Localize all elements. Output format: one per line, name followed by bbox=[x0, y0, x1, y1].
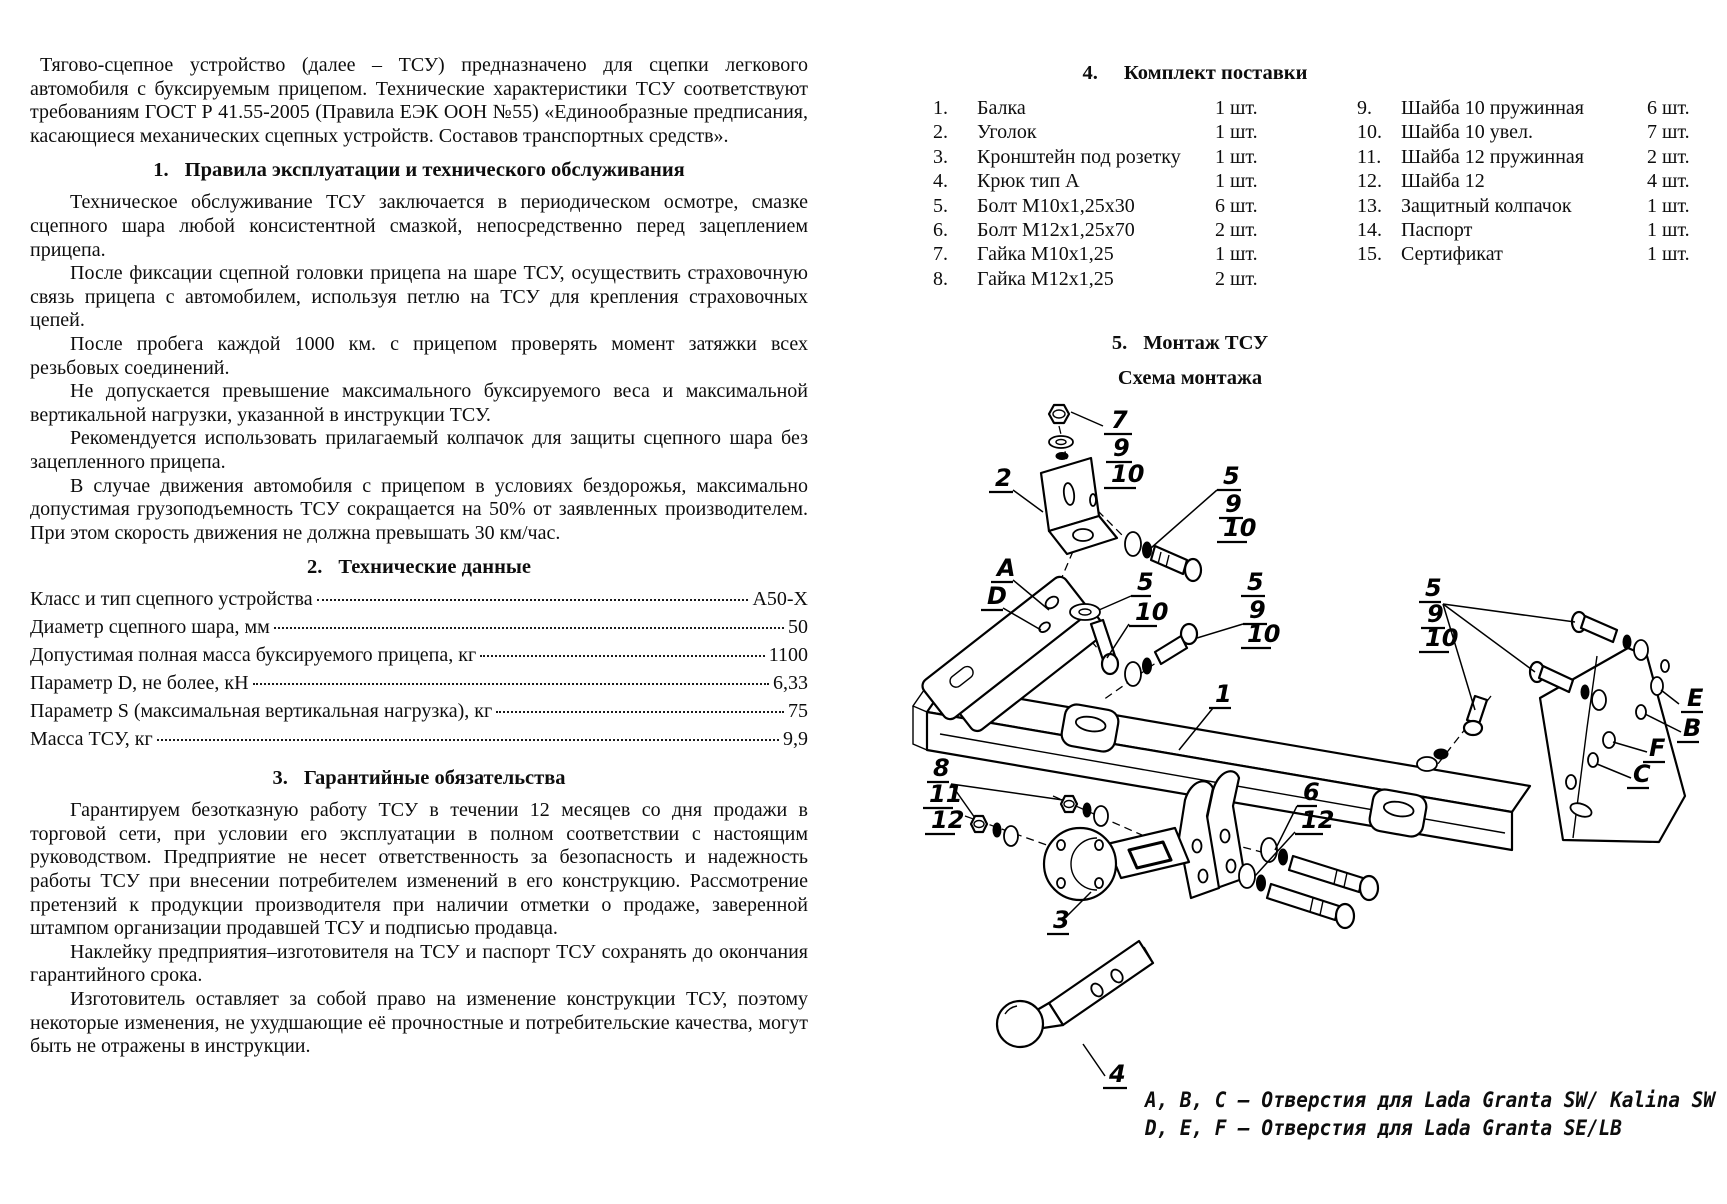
tech-value: 75 bbox=[788, 700, 808, 723]
part-name: Балка bbox=[977, 97, 1026, 119]
diagram-legend bbox=[1145, 1086, 1715, 1142]
bolt-washer-group bbox=[1417, 696, 1487, 771]
section1-title: Правила эксплуатации и технического обслуживания bbox=[184, 159, 685, 182]
chain-loop bbox=[1368, 788, 1428, 839]
callout-12: 12 bbox=[1301, 806, 1335, 834]
part-qty: 6 шт. bbox=[1647, 97, 1690, 119]
parts-list-item bbox=[1357, 96, 1719, 120]
callout-part-4: 4 bbox=[1109, 1060, 1126, 1088]
part-number: 2. bbox=[933, 121, 948, 144]
tech-value: А50-Х bbox=[752, 588, 808, 611]
part-number: 8. bbox=[933, 267, 948, 290]
part-name: Болт М12х1,25х70 bbox=[977, 219, 1135, 242]
callout-9: 9 bbox=[1249, 596, 1266, 624]
part-number: 6. bbox=[933, 219, 948, 242]
section1-heading bbox=[30, 159, 808, 182]
section3-number: 3. bbox=[272, 767, 288, 790]
part-number: 14. bbox=[1357, 219, 1382, 242]
dot-leader bbox=[317, 599, 749, 601]
callout-part-2: 2 bbox=[995, 464, 1012, 492]
callout-10: 10 bbox=[1135, 598, 1169, 626]
part-name: Шайба 12 пружинная bbox=[1401, 145, 1584, 168]
part-name: Паспорт bbox=[1401, 219, 1473, 242]
tech-label: Параметр D, не более, кН bbox=[30, 672, 249, 695]
dot-leader bbox=[496, 711, 784, 713]
parts-list-item bbox=[933, 120, 1287, 144]
tech-label: Класс и тип сцепного устройства bbox=[30, 588, 313, 611]
callout-hole-C: C bbox=[1633, 760, 1651, 788]
part-name: Сертификат bbox=[1401, 243, 1503, 266]
dot-leader bbox=[157, 739, 779, 741]
tech-label: Параметр S (максимальная вертикальная нагрузка), кг bbox=[30, 700, 493, 723]
callout-9: 9 bbox=[1113, 434, 1130, 462]
paragraph: После фиксации сцепной головки прицепа на шаре ТСУ, осуществить страховочную связь прицепа с автомобилем, используя петлю на ТСУ для крепления страховочных цепей. bbox=[30, 262, 808, 332]
tech-row bbox=[30, 588, 808, 616]
parts-list-left bbox=[933, 96, 1287, 291]
dot-leader bbox=[480, 655, 765, 657]
bolt-washer-group bbox=[1125, 624, 1197, 686]
part-name: Уголок bbox=[977, 121, 1037, 144]
callout-hole-D: D bbox=[987, 582, 1007, 610]
callout-10: 10 bbox=[1223, 514, 1257, 542]
tech-row bbox=[30, 700, 808, 728]
section4-title: Комплект поставки bbox=[1123, 62, 1308, 84]
v-bracket-part bbox=[1179, 771, 1245, 898]
part-number: 11. bbox=[1357, 145, 1382, 168]
part-number: 5. bbox=[933, 194, 948, 217]
tech-row bbox=[30, 644, 808, 672]
dot-leader bbox=[253, 683, 769, 685]
parts-list-item bbox=[1357, 194, 1719, 218]
section2-heading bbox=[30, 556, 808, 579]
left-column bbox=[30, 54, 808, 1059]
callout-11: 11 bbox=[929, 780, 963, 808]
section3-title: Гарантийные обязательства bbox=[303, 767, 566, 790]
ball-hook-part bbox=[997, 941, 1153, 1047]
callout-5: 5 bbox=[1137, 568, 1154, 596]
part-name: Гайка М10х1,25 bbox=[977, 243, 1114, 266]
callout-hole-B: B bbox=[1683, 714, 1702, 742]
callout-10: 10 bbox=[1247, 620, 1281, 648]
callout-7: 7 bbox=[1111, 406, 1128, 434]
part-name: Шайба 10 пружинная bbox=[1401, 97, 1584, 119]
tech-value: 9,9 bbox=[783, 728, 808, 751]
part-name: Шайба 12 bbox=[1401, 170, 1485, 193]
part-qty: 4 шт. bbox=[1647, 170, 1690, 193]
callout-6: 6 bbox=[1303, 778, 1320, 806]
part-qty: 1 шт. bbox=[1215, 121, 1258, 144]
part-qty: 1 шт. bbox=[1215, 170, 1258, 193]
part-name: Кронштейн под розетку bbox=[977, 145, 1181, 168]
part-number: 4. bbox=[933, 170, 948, 193]
callout-10: 10 bbox=[1425, 624, 1459, 652]
callout-part-1: 1 bbox=[1215, 680, 1232, 708]
part-qty: 2 шт. bbox=[1647, 145, 1690, 168]
callout-hole-F: F bbox=[1649, 734, 1666, 762]
part-name: Гайка М12х1,25 bbox=[977, 267, 1114, 290]
angle-bracket-part bbox=[1041, 458, 1117, 554]
callout-5: 5 bbox=[1223, 462, 1240, 490]
tech-row bbox=[30, 672, 808, 700]
parts-list-item bbox=[1357, 169, 1719, 193]
paragraph: Рекомендуется использовать прилагаемый колпачок для защиты сцепного шара без зацепленного прицепа. bbox=[30, 427, 808, 473]
tech-value: 50 bbox=[788, 616, 808, 639]
right-column bbox=[845, 56, 1725, 1196]
part-name: Защитный колпачок bbox=[1401, 194, 1572, 217]
parts-list-item bbox=[1357, 242, 1719, 266]
section5-number: 5. bbox=[1111, 332, 1128, 354]
part-qty: 1 шт. bbox=[1647, 194, 1690, 217]
tech-row bbox=[30, 616, 808, 644]
paragraph: Техническое обслуживание ТСУ заключается в периодическом осмотре, смазке сцепного шара любой консистентной смазкой, непосредственно перед зацеплением прицепа. bbox=[30, 191, 808, 261]
tech-label: Масса ТСУ, кг bbox=[30, 728, 153, 751]
bolt-washer-group bbox=[1572, 612, 1648, 660]
section3-heading bbox=[30, 767, 808, 790]
paragraph: Не допускается превышение максимального буксируемого веса и максимальной вертикальной нагрузки, указанной в инструкции ТСУ. bbox=[30, 380, 808, 426]
part-qty: 1 шт. bbox=[1215, 145, 1258, 168]
parts-list-item bbox=[933, 194, 1287, 218]
callout-5: 5 bbox=[1247, 568, 1264, 596]
parts-list-item bbox=[933, 96, 1287, 120]
part-number: 3. bbox=[933, 145, 948, 168]
tech-value: 1100 bbox=[768, 644, 808, 667]
part-qty: 1 шт. bbox=[1647, 243, 1690, 266]
paragraph: После пробега каждой 1000 км. с прицепом проверять момент затяжки всех резьбовых соединений. bbox=[30, 332, 808, 379]
diagram-subtitle: Схема монтажа bbox=[1117, 367, 1263, 389]
part-qty: 1 шт. bbox=[1647, 219, 1690, 242]
parts-list-item bbox=[933, 242, 1287, 266]
intro-paragraph: Тягово-сцепное устройство (далее – ТСУ) предназначено для сцепки легкового автомобиля с буксируемым прицепом. Технические характеристики ТСУ соответствуют требованиям ГОСТ Р 41.55-2005 (Правила ЕЭК ООН №55) «Единообразные предписания, касающиеся механических сцепных устройств. Составов транспортных средств». bbox=[30, 54, 808, 147]
parts-list-item bbox=[1357, 145, 1719, 169]
callout-8: 8 bbox=[933, 754, 950, 782]
part-name: Болт М10х1,25х30 bbox=[977, 194, 1135, 217]
part-number: 10. bbox=[1357, 121, 1382, 144]
callout-12: 12 bbox=[931, 806, 965, 834]
callout-hole-A: A bbox=[997, 554, 1016, 582]
parts-list bbox=[845, 96, 1725, 306]
section4-number: 4. bbox=[1082, 62, 1098, 84]
legend-line-2: D, E, F – Отверстия для Lada Granta SE/LB bbox=[1145, 1116, 1622, 1140]
tech-label: Допустимая полная масса буксируемого прицепа, кг bbox=[30, 644, 477, 667]
chain-loop bbox=[1060, 703, 1120, 754]
part-qty: 6 шт. bbox=[1215, 194, 1258, 217]
nut-row bbox=[1061, 796, 1108, 826]
paragraph: Наклейку предприятия–изготовителя на ТСУ и паспорт ТСУ сохранять до окончания гарантийного срока. bbox=[30, 940, 808, 987]
section5-heading bbox=[845, 332, 1535, 355]
callout-hole-E: E bbox=[1687, 684, 1704, 712]
tech-label: Диаметр сцепного шара, мм bbox=[30, 616, 270, 639]
nut-row bbox=[971, 816, 1018, 846]
callout-part-3: 3 bbox=[1053, 906, 1070, 934]
parts-list-item bbox=[933, 169, 1287, 193]
parts-list-item bbox=[933, 145, 1287, 169]
section1-number: 1. bbox=[153, 159, 169, 182]
part-number: 1. bbox=[933, 97, 948, 119]
part-number: 9. bbox=[1357, 97, 1372, 119]
callout-9: 9 bbox=[1427, 600, 1444, 628]
part-qty: 1 шт. bbox=[1215, 243, 1258, 266]
paragraph: Гарантируем безотказную работу ТСУ в течении 12 месяцев со дня продажи в торговой сети, при условии его эксплуатации в полном соответствии с настоящим руководством. Предприятие не несет ответственность за безопасность и надежность работы ТСУ при внесении потребителем изменений в его конструкцию. Рассмотрение претензий к продукции производителя при наличии отметки о продаже, заверенной штампом организации продавшей ТСУ и подписью продавца. bbox=[30, 799, 808, 940]
part-number: 12. bbox=[1357, 170, 1382, 193]
section4-heading bbox=[845, 62, 1545, 85]
part-qty: 2 шт. bbox=[1215, 219, 1258, 242]
parts-list-item bbox=[933, 267, 1287, 291]
parts-list-item bbox=[1357, 120, 1719, 144]
callout-9: 9 bbox=[1225, 490, 1242, 518]
section2-title: Технические данные bbox=[338, 556, 532, 579]
legend-line-1: A, B, C – Отверстия для Lada Granta SW/ Kalina SW bbox=[1145, 1088, 1715, 1112]
part-qty: 7 шт. bbox=[1647, 121, 1690, 144]
part-number: 15. bbox=[1357, 243, 1382, 266]
tech-row bbox=[30, 728, 808, 756]
tech-value: 6,33 bbox=[773, 672, 808, 695]
part-name: Шайба 10 увел. bbox=[1401, 121, 1533, 144]
paragraph: Изготовитель оставляет за собой право на изменение конструкции ТСУ, поэтому некоторые изменения, не ухудшающие её прочностные и потребительские качества, могут быть не отражены в инструкции. bbox=[30, 988, 808, 1058]
part-qty: 2 шт. bbox=[1215, 267, 1258, 290]
paragraph: В случае движения автомобиля с прицепом в условиях бездорожья, максимально допустимая грузоподъемность ТСУ сокращается на 50% от заявленных производителем. При этом скорость движения не должна превышать 30 км/час. bbox=[30, 474, 808, 544]
parts-list-item bbox=[1357, 218, 1719, 242]
callout-5: 5 bbox=[1425, 574, 1442, 602]
section2-number: 2. bbox=[306, 556, 323, 579]
part-number: 13. bbox=[1357, 194, 1382, 217]
callout-10: 10 bbox=[1111, 460, 1145, 488]
part-name: Крюк тип А bbox=[977, 170, 1080, 193]
section5-title: Монтаж ТСУ bbox=[1143, 332, 1269, 354]
parts-list-item bbox=[933, 218, 1287, 242]
dot-leader bbox=[274, 627, 784, 629]
assembly-diagram bbox=[845, 398, 1725, 1098]
part-number: 7. bbox=[933, 243, 948, 266]
part-qty: 1 шт. bbox=[1215, 97, 1258, 119]
socket-bracket-part bbox=[1044, 828, 1189, 900]
parts-list-right bbox=[1357, 96, 1719, 267]
tech-table bbox=[30, 588, 808, 756]
